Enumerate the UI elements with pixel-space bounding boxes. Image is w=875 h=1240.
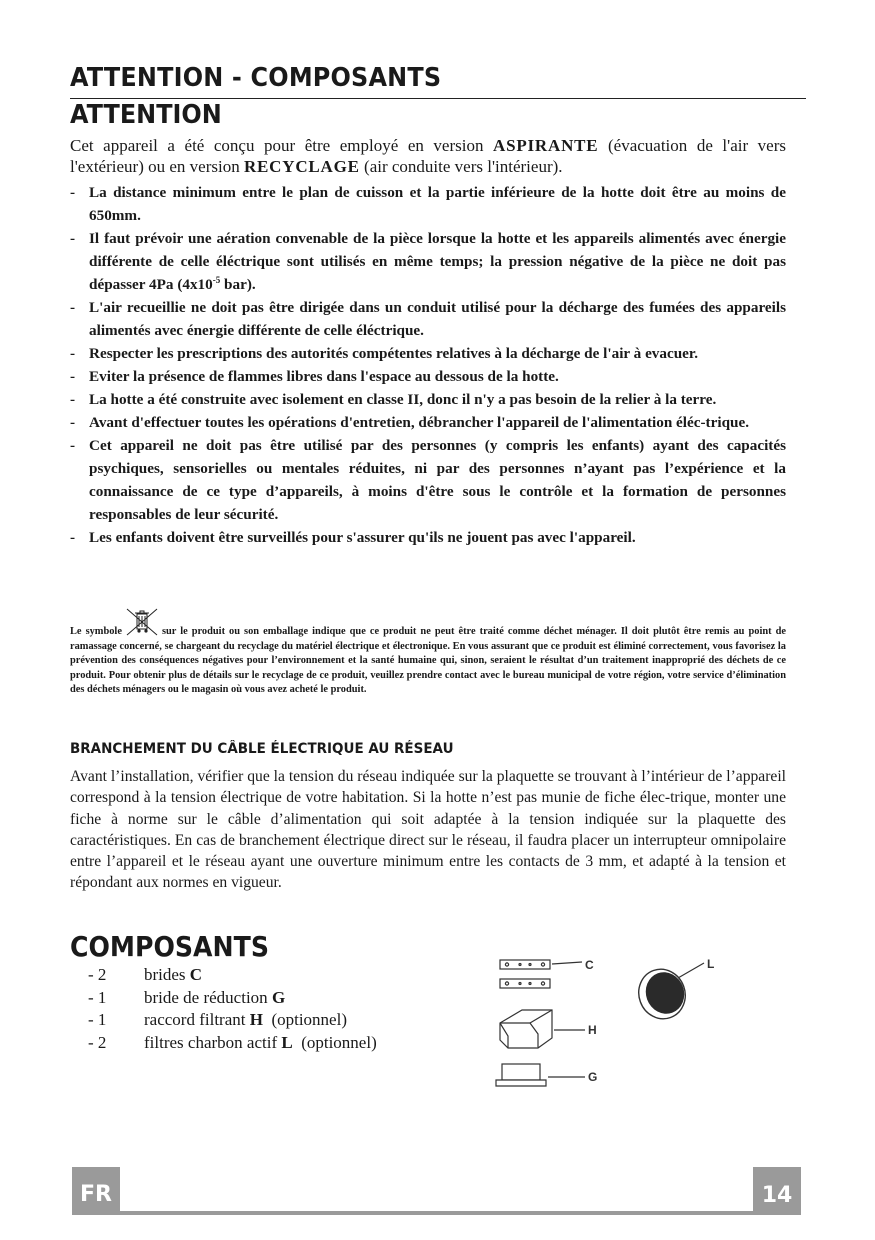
label-g: G (588, 1070, 598, 1084)
section-title-attention: ATTENTION (70, 100, 222, 130)
list-item: - Cet appareil ne doit pas être utilisé par des personnes (y compris les enfants) ayant des capacités psychiques, sensorielles ou mentales réduites, ni par des personnes n’ayant pas l’expérience et la connaissance de ce type d’appareils, à moins d'être sous le contrôle et la formation de personnes responsables de leur sécurité. (70, 437, 786, 523)
list-item: - La hotte a été construite avec isolement en classe II, donc il n'y a pas besoin de la relier à la terre. (70, 391, 717, 408)
list-item: - Avant d'effectuer toutes les opérations d'entretien, débrancher l'appareil de l'alimentation éléc-trique. (70, 414, 750, 431)
page-number: 14 (753, 1167, 801, 1215)
list-item: - 2 brides C (88, 965, 203, 984)
intro-paragraph: Cet appareil a été conçu pour être employé en version ASPIRANTE (évacuation de l'air vers l'extérieur) ou en version RECYCLAGE (air conduite vers l'intérieur). (70, 136, 786, 176)
aspirante-term: ASPIRANTE (493, 136, 599, 155)
list-item: - L'air recueillie ne doit pas être dirigée dans un conduit utilisé pour la décharge des fumées des appareils alimentés avec énergie différente de celle éléctrique. (70, 299, 786, 339)
components-diagram (490, 948, 730, 1098)
branchement-title: BRANCHEMENT DU CÂBLE ÉLECTRIQUE AU RÉSEAU (70, 741, 454, 757)
footer-rule (120, 1211, 753, 1215)
list-item: - Les enfants doivent être surveillés pour s'assurer qu'ils ne jouent pas avec l'appareil. (70, 529, 636, 546)
label-l: L (707, 957, 715, 971)
list-item: - Eviter la présence de flammes libres dans l'espace au dessous de la hotte. (70, 368, 559, 385)
label-h: H (588, 1023, 597, 1037)
attention-list (70, 181, 786, 549)
list-item: - La distance minimum entre le plan de cuisson et la partie inférieure de la hotte doit être au moins de 650mm. (70, 184, 786, 224)
charcoal-filter-l-drawing (632, 963, 704, 1026)
list-item: - 1 bride de réduction G (88, 987, 286, 1007)
weee-notice: Le symbole sur le produit ou son emballage indique que ce produit ne peut être traité comme déchet ménager. Il doit plutôt être remis au point de ramassage concerné, se chargeant du recyclage du matériel électrique et électronique. En vous assurant que ce produit est éliminé correctement, vous favorisez la prévention des conséquences négatives pour l’environnement et la santé humaine qui, sinon, seraient le résultat d’un traitement inapproprié des déchets de ce produit. Pour obtenir plus de détails sur le recyclage de ce produit, veuillez prendre contact avec le bureau municipal de votre région, votre service d’élimination des déchets ménagers ou le magasin où vous avez acheté le produit. (70, 608, 786, 698)
crossed-bin-icon (125, 608, 159, 636)
list-item: - Il faut prévoir une aération convenable de la pièce lorsque la hotte et les appareils alimentés avec énergie différente de celle éléctrique sont utilisés en même temps; la pression négative de la pièce ne doit pas dépasser 4Pa ($4x10^{-5}$ bar). (70, 230, 786, 293)
label-c: C (585, 958, 594, 972)
list-item: - 1 raccord filtrant H (optionnel) (88, 1010, 347, 1029)
reduction-flange-g-drawing (496, 1064, 585, 1086)
language-badge: FR (72, 1167, 120, 1215)
page-title: ATTENTION - COMPOSANTS (70, 63, 442, 93)
filter-connector-h-drawing (500, 1010, 585, 1048)
composants-title: COMPOSANTS (70, 930, 269, 963)
recyclage-term: RECYCLAGE (243, 157, 360, 176)
bracket-c-drawing (500, 960, 582, 988)
list-item: - 2 filtres charbon actif L (optionnel) (88, 1032, 377, 1052)
branchement-body: Avant l’installation, vérifier que la tension du réseau indiquée sur la plaquette se trouvant à l’intérieur de l’appareil correspond à la tension électrique de votre habitation. Si la hotte n’est pas munie de fiche élec-trique, monter une fiche à norme sur le câble d’alimentation qui soit adaptée à la tension indiquée sur la plaquette des caractéristiques. En cas de branchement électrique direct sur le réseau, il faudra placer un interrupteur omnipolaire entre l’appareil et le réseau ayant une ouverture minimum entre les contacts de 3 mm, et adapté à la tension et répondant aux normes en vigueur. (70, 768, 786, 892)
composants-list (88, 964, 377, 1054)
list-item: - Respecter les prescriptions des autorités compétentes relatives à la décharge de l'air à evacuer. (70, 345, 699, 362)
